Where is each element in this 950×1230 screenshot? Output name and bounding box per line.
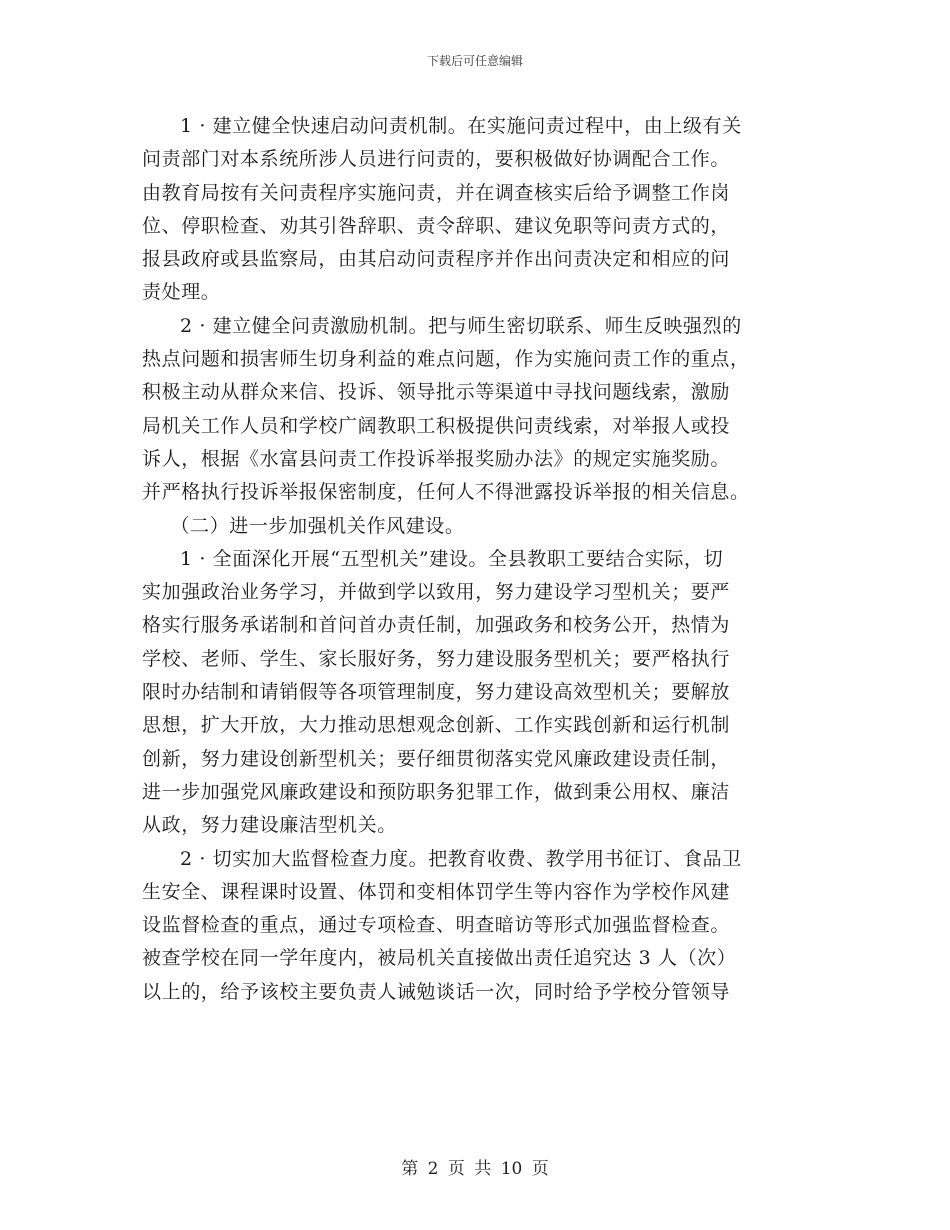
document-body <box>142 110 810 1009</box>
page-number-footer: 第 2 页 共 10 页 <box>401 1159 549 1179</box>
section-heading-work-style: （二）进一步加强机关作风建设。 <box>170 514 465 537</box>
paragraph-accountability-startup: 1 · 建立健全快速启动问责机制。在实施问责过程中，由上级有关 问责部门对本系统所涉人员进行问责的，要积极做好协调配合工作。 由教育局按有关问责程序实施问责，并在调查核实后给予调整工作岗 位、停职检查、劝其引咎辞职、责令辞职、建议免职等问责方式的， 报县政府或县监察局，由其启动问责程序并作出问责决定和相应的问 责处理。 <box>142 115 742 304</box>
page-header: 下载后可任意编辑 <box>426 54 523 68</box>
paragraph-five-type-organs: 1 · 全面深化开展“五型机关”建设。全县教职工要结合实际，切 实加强政治业务学习，并做到学以致用，努力建设学习型机关；要严 格实行服务承诺制和首问首办责任制，加强政务和校务公开，热情为 学校、老师、学生、家长服好务，努力建设服务型机关；要严格执行 限时办结制和请销假等各项管理制度，努力建设高效型机关；要解放 思想，扩大开放，大力推动思想观念创新、工作实践创新和运行机制 创新，努力建设创新型机关；要仔细贯彻落实党风廉政建设责任制， 进一步加强党风廉政建设和预防职务犯罪工作，做到秉公用权、廉洁 从政，努力建设廉洁型机关。 <box>142 547 731 837</box>
paragraph-accountability-incentive: 2 · 建立健全问责激励机制。把与师生密切联系、师生反映强烈的 热点问题和损害师生切身利益的难点问题，作为实施问责工作的重点， 积极主动从群众来信、投诉、领导批示等渠道中寻找问题线索，激励 局机关工作人员和学校广阔教职工积极提供问责线索，对举报人或投 诉人，根据《水富县问责工作投诉举报奖励办法》的规定实施奖励。 并严格执行投诉举报保密制度，任何人不得泄露投诉举报的相关信息。 <box>142 314 750 504</box>
paragraph-supervision-inspection: 2 · 切实加大监督检查力度。把教育收费、教学用书征订、食品卫 生安全、课程课时设置、体罚和变相体罚学生等内容作为学校作风建 设监督检查的重点，通过专项检查、明查暗访等形式加强监督检查。 被查学校在同一学年度内，被局机关直接做出责任追究达 3 人（次） 以上的，给予该校主要负责人诫勉谈话一次，同时给予学校分管领导 <box>142 847 742 1003</box>
